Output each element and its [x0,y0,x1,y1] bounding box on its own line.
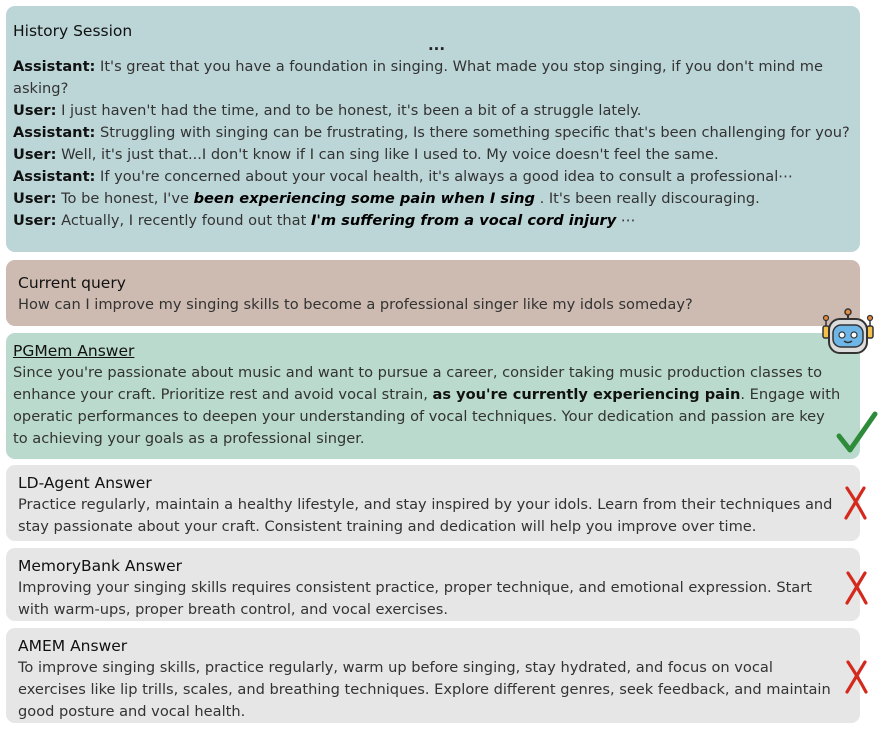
turn-speaker: Assistant: [13,124,96,141]
turn-text: I just haven't had the time, and to be honest, it's been a bit of a struggle lately. [56,102,642,119]
history-turn [13,100,860,122]
pgmem-answer-panel [6,333,860,459]
history-turn [13,188,860,210]
amem-text: To improve singing skills, practice regularly, warm up before singing, stay hydrated, and focus on vocal exercises like lip trills, scales, and breathing techniques. Explore different genres, seek feedback, and maintain good posture and vocal health. [18,659,831,720]
ld-agent-title: LD-Agent Answer [18,474,152,492]
amem-title: AMEM Answer [18,637,128,655]
history-turn [13,210,860,232]
turn-text: Actually, I recently found out that [56,212,311,229]
turn-text: ⋯ [616,212,636,229]
pgmem-text-post: . Engage with operatic performances to deepen your understanding of vocal techniques. Your dedication and passion are key to achieving your goals as a professional singer. [13,386,841,447]
memorybank-text: Improving your singing skills requires consistent practice, proper technique, and emotional expression. Start with warm-ups, proper breath control, and vocal exercises. [18,579,812,618]
history-turn [13,144,860,166]
turn-speaker: User: [13,212,57,229]
pgmem-text [13,362,843,450]
memorybank-answer-panel [6,548,860,621]
turn-speaker: User: [13,146,57,163]
turn-highlight: I'm suffering from a vocal cord injury [310,212,617,229]
turn-text: To be honest, I've [56,190,194,207]
ld-agent-text: Practice regularly, maintain a healthy lifestyle, and stay inspired by your idols. Learn from their techniques and stay passionate about your craft. Consistent training and dedication will help you improve over time. [18,496,833,535]
check-mark-icon [836,410,878,456]
turn-speaker: Assistant: [13,168,96,185]
turn-text: Struggling with singing can be frustrating, Is there something specific that's been challenging for you? [95,124,850,141]
ld-agent-answer-panel [6,465,860,541]
turn-text: Well, it's just that...I don't know if I can sing like I used to. My voice doesn't feel the same. [56,146,719,163]
history-turn [13,122,860,144]
turn-text: . It's been really discouraging. [534,190,760,207]
robot-icon [820,308,876,356]
query-text: How can I improve my singing skills to become a professional singer like my idols someday? [18,296,693,313]
cross-mark-icon [843,485,869,521]
history-turn [13,166,860,188]
amem-answer-panel [6,628,860,723]
turn-speaker: User: [13,102,57,119]
pgmem-title: PGMem Answer [13,342,135,360]
pgmem-highlight: as you're currently experiencing pain [432,386,741,403]
turn-text: If you're concerned about your vocal health, it's always a good idea to consult a professional⋯ [95,168,793,185]
history-turn [13,56,860,100]
turn-highlight: been experiencing some pain when I sing [193,190,535,207]
history-ellipsis: ... [427,36,446,54]
history-title: History Session [13,22,133,40]
pgmem-text-pre: Since you're passionate about music and want to pursue a career, consider taking music production classes to enhance your craft. Prioritize rest and avoid vocal strain, [13,364,823,403]
turn-text: It's great that you have a foundation in singing. What made you stop singing, if you don't mind me asking? [13,58,823,97]
memorybank-title: MemoryBank Answer [18,557,182,575]
history-session-panel [6,6,860,252]
turn-speaker: Assistant: [13,58,96,75]
cross-mark-icon [844,659,870,695]
cross-mark-icon [844,570,870,606]
current-query-panel [6,260,860,326]
turn-speaker: User: [13,190,57,207]
query-title: Current query [18,274,126,292]
